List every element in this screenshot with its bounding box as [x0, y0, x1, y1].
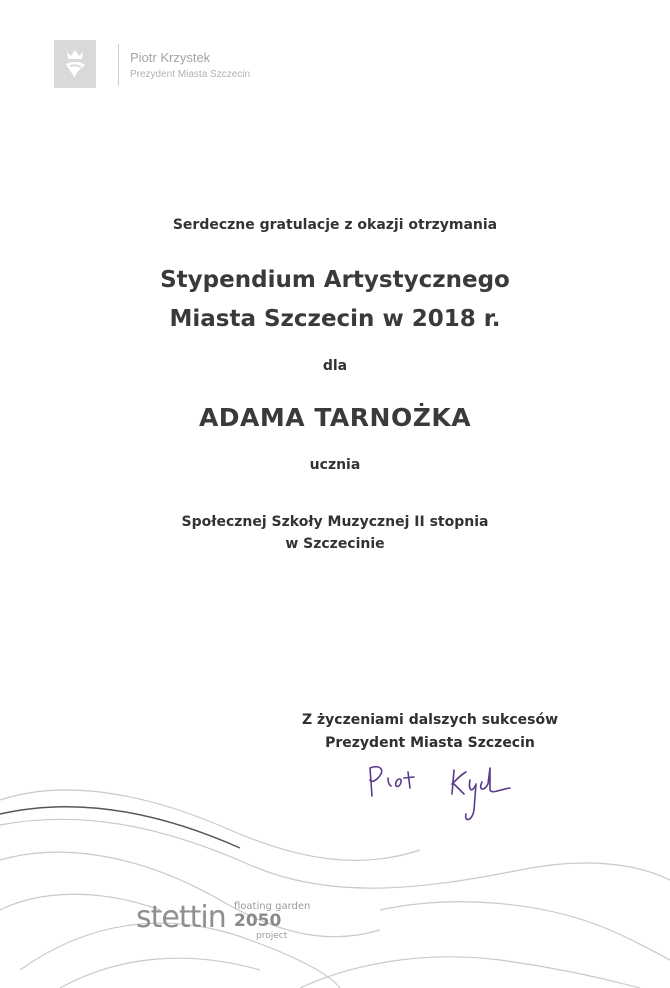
header-divider [118, 44, 119, 86]
city-emblem-icon [54, 40, 96, 88]
recipient-role: ucznia [309, 457, 361, 473]
award-title-line2: Miasta Szczecin w 2018 r. [169, 306, 501, 332]
footer-project: project [256, 931, 288, 941]
footer-year: 2050 [234, 911, 282, 931]
footer-brand: stettin [136, 900, 226, 935]
issuer-title: Prezydent Miasta Szczecin [130, 69, 251, 80]
issuer-name: Piotr Krzystek [130, 50, 211, 65]
closing-wishes: Z życzeniami dalszych sukcesów [301, 712, 559, 728]
school-name-line1: Społecznej Szkoły Muzycznej II stopnia [181, 514, 489, 530]
recipient-name: ADAMA TARNOŻKA [198, 403, 472, 432]
signature-image [360, 760, 530, 832]
intro-text: Serdeczne gratulacje z okazji otrzymania [172, 217, 498, 233]
school-name-line2: w Szczecinie [285, 536, 385, 552]
closing-signatory-title: Prezydent Miasta Szczecin [325, 735, 535, 751]
decorative-swirl [0, 770, 670, 988]
for-label: dla [322, 358, 348, 374]
award-title-line1: Stypendium Artystycznego [160, 267, 510, 293]
footer-tagline: floating garden [234, 901, 311, 912]
